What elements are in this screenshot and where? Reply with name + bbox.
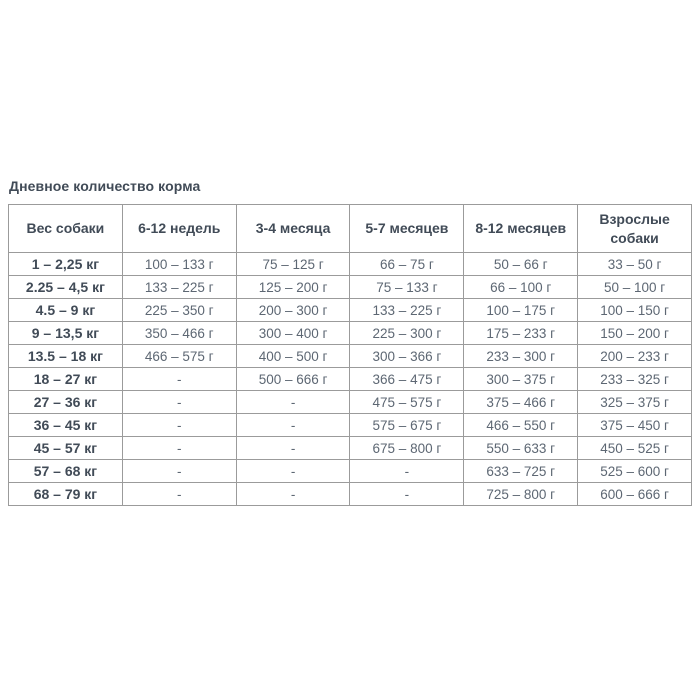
value-cell: 150 – 200 г xyxy=(578,322,692,345)
table-row xyxy=(9,391,692,414)
value-cell: 300 – 366 г xyxy=(350,345,464,368)
value-cell: 133 – 225 г xyxy=(350,299,464,322)
value-cell: 675 – 800 г xyxy=(350,437,464,460)
value-cell: - xyxy=(350,460,464,483)
value-cell: 600 – 666 г xyxy=(578,483,692,506)
value-cell: - xyxy=(236,483,350,506)
value-cell: 233 – 325 г xyxy=(578,368,692,391)
value-cell: 300 – 375 г xyxy=(464,368,578,391)
value-cell: 725 – 800 г xyxy=(464,483,578,506)
weight-cell: 13.5 – 18 кг xyxy=(9,345,123,368)
value-cell: - xyxy=(350,483,464,506)
value-cell: - xyxy=(236,460,350,483)
column-header-5-7-months: 5-7 месяцев xyxy=(350,205,464,253)
value-cell: 450 – 525 г xyxy=(578,437,692,460)
column-header-8-12-months: 8-12 месяцев xyxy=(464,205,578,253)
value-cell: 133 – 225 г xyxy=(122,276,236,299)
weight-cell: 45 – 57 кг xyxy=(9,437,123,460)
value-cell: - xyxy=(236,437,350,460)
value-cell: 525 – 600 г xyxy=(578,460,692,483)
value-cell: - xyxy=(122,460,236,483)
value-cell: 33 – 50 г xyxy=(578,253,692,276)
value-cell: - xyxy=(236,414,350,437)
weight-cell: 57 – 68 кг xyxy=(9,460,123,483)
value-cell: 100 – 150 г xyxy=(578,299,692,322)
column-header-dog-weight: Вес собаки xyxy=(9,205,123,253)
table-body xyxy=(9,253,692,506)
value-cell: 66 – 100 г xyxy=(464,276,578,299)
table-title: Дневное количество корма xyxy=(9,178,201,194)
value-cell: - xyxy=(122,391,236,414)
column-header-3-4-months: 3-4 месяца xyxy=(236,205,350,253)
value-cell: 233 – 300 г xyxy=(464,345,578,368)
value-cell: 225 – 350 г xyxy=(122,299,236,322)
table-row xyxy=(9,368,692,391)
value-cell: 75 – 125 г xyxy=(236,253,350,276)
header-row xyxy=(9,205,692,253)
value-cell: 50 – 100 г xyxy=(578,276,692,299)
value-cell: 100 – 133 г xyxy=(122,253,236,276)
value-cell: 633 – 725 г xyxy=(464,460,578,483)
value-cell: 375 – 450 г xyxy=(578,414,692,437)
value-cell: 225 – 300 г xyxy=(350,322,464,345)
value-cell: 325 – 375 г xyxy=(578,391,692,414)
value-cell: 200 – 233 г xyxy=(578,345,692,368)
table-row xyxy=(9,345,692,368)
table-row xyxy=(9,276,692,299)
table-row xyxy=(9,414,692,437)
value-cell: 200 – 300 г xyxy=(236,299,350,322)
weight-cell: 4.5 – 9 кг xyxy=(9,299,123,322)
value-cell: 66 – 75 г xyxy=(350,253,464,276)
table-row xyxy=(9,299,692,322)
value-cell: 575 – 675 г xyxy=(350,414,464,437)
value-cell: 175 – 233 г xyxy=(464,322,578,345)
table-row xyxy=(9,437,692,460)
table-row xyxy=(9,253,692,276)
value-cell: 500 – 666 г xyxy=(236,368,350,391)
weight-cell: 1 – 2,25 кг xyxy=(9,253,123,276)
feeding-table xyxy=(8,204,692,506)
table-row xyxy=(9,483,692,506)
value-cell: - xyxy=(122,483,236,506)
value-cell: 375 – 466 г xyxy=(464,391,578,414)
table-row xyxy=(9,322,692,345)
value-cell: - xyxy=(122,368,236,391)
value-cell: - xyxy=(122,414,236,437)
value-cell: 366 – 475 г xyxy=(350,368,464,391)
value-cell: 350 – 466 г xyxy=(122,322,236,345)
value-cell: 50 – 66 г xyxy=(464,253,578,276)
column-header-6-12-weeks: 6-12 недель xyxy=(122,205,236,253)
weight-cell: 27 – 36 кг xyxy=(9,391,123,414)
weight-cell: 9 – 13,5 кг xyxy=(9,322,123,345)
value-cell: - xyxy=(236,391,350,414)
value-cell: 300 – 400 г xyxy=(236,322,350,345)
value-cell: 400 – 500 г xyxy=(236,345,350,368)
value-cell: 550 – 633 г xyxy=(464,437,578,460)
table-row xyxy=(9,460,692,483)
weight-cell: 68 – 79 кг xyxy=(9,483,123,506)
value-cell: 466 – 575 г xyxy=(122,345,236,368)
value-cell: 100 – 175 г xyxy=(464,299,578,322)
value-cell: 125 – 200 г xyxy=(236,276,350,299)
column-header-adult-dogs: Взрослые собаки xyxy=(578,205,692,253)
value-cell: 466 – 550 г xyxy=(464,414,578,437)
weight-cell: 18 – 27 кг xyxy=(9,368,123,391)
value-cell: - xyxy=(122,437,236,460)
weight-cell: 36 – 45 кг xyxy=(9,414,123,437)
value-cell: 75 – 133 г xyxy=(350,276,464,299)
weight-cell: 2.25 – 4,5 кг xyxy=(9,276,123,299)
value-cell: 475 – 575 г xyxy=(350,391,464,414)
